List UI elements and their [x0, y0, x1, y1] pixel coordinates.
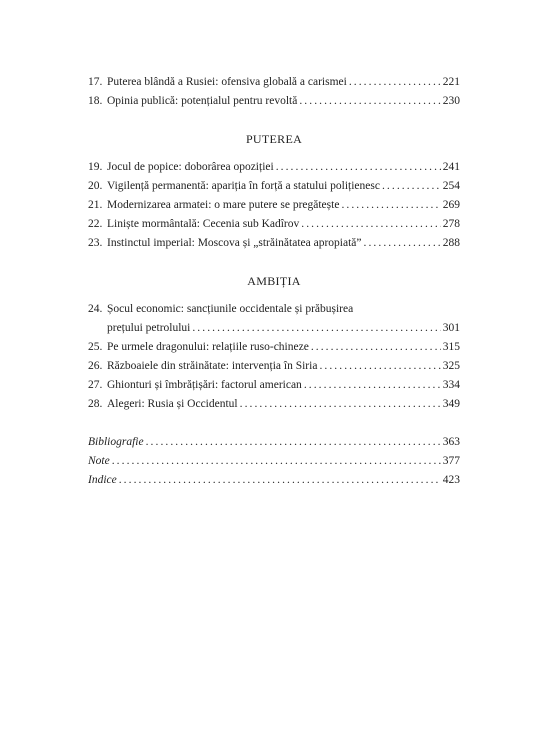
dot-leader	[349, 73, 441, 92]
chapter-number: 28.	[88, 398, 103, 410]
page-number: 269	[442, 199, 460, 211]
chapter-title: Liniște mormântală: Cecenia sub Kadîrov	[107, 218, 300, 230]
page-number: 221	[442, 76, 460, 88]
chapter-number: 27.	[88, 379, 103, 391]
chapter-title: Pe urmele dragonului: relațiile ruso-chineze	[107, 341, 309, 353]
chapter-number: 18.	[88, 95, 103, 107]
toc-entry-17[interactable]	[88, 73, 460, 92]
chapter-number: 25.	[88, 341, 103, 353]
dot-leader	[364, 234, 441, 253]
chapter-title-line-2: prețului petrolului	[107, 322, 191, 334]
section-heading: PUTEREA	[245, 132, 303, 146]
toc-entry-25[interactable]	[88, 338, 460, 357]
toc-entry-22[interactable]	[88, 215, 460, 234]
toc-entry-27[interactable]	[88, 376, 460, 395]
dot-leader	[311, 338, 441, 357]
dot-leader	[146, 433, 441, 452]
toc-entry-bibliografie[interactable]	[88, 433, 460, 452]
page-number: 230	[442, 95, 460, 107]
chapter-title: Jocul de popice: doborârea opoziției	[107, 161, 274, 173]
chapter-title: Alegeri: Rusia și Occidentul	[107, 398, 238, 410]
toc-back-matter	[88, 433, 460, 490]
dot-leader	[119, 471, 441, 490]
chapter-number: 17.	[88, 76, 103, 88]
toc-section-continued	[88, 73, 460, 111]
page-number: 325	[442, 360, 460, 372]
dot-leader	[301, 215, 441, 234]
dot-leader	[341, 196, 440, 215]
dot-leader	[304, 376, 441, 395]
chapter-title: Puterea blândă a Rusiei: ofensiva globală a carismei	[107, 76, 347, 88]
chapter-number: 22.	[88, 218, 103, 230]
page-number: 288	[442, 237, 460, 249]
chapter-number: 21.	[88, 199, 103, 211]
page-number: 377	[442, 455, 460, 467]
chapter-title: Instinctul imperial: Moscova și „străinătatea apropiată”	[107, 237, 362, 249]
dot-leader	[276, 158, 441, 177]
chapter-number: 26.	[88, 360, 103, 372]
page-number: 301	[442, 322, 460, 334]
section-heading: AMBIȚIA	[247, 274, 301, 288]
toc-entry-18[interactable]	[88, 92, 460, 111]
dot-leader	[192, 319, 440, 338]
chapter-number: 23.	[88, 237, 103, 249]
page-number: 423	[442, 474, 460, 486]
dot-leader	[112, 452, 441, 471]
toc-entry-28[interactable]	[88, 395, 460, 414]
back-matter-title: Note	[88, 455, 110, 467]
toc-section-puterea	[88, 130, 460, 253]
toc-entry-indice[interactable]	[88, 471, 460, 490]
page-number: 363	[442, 436, 460, 448]
back-matter-title: Indice	[88, 474, 117, 486]
toc-entry-note[interactable]	[88, 452, 460, 471]
toc-entry-24[interactable]	[88, 300, 460, 338]
toc-entry-21[interactable]	[88, 196, 460, 215]
page-number: 349	[442, 398, 460, 410]
toc-entry-26[interactable]	[88, 357, 460, 376]
chapter-number: 20.	[88, 180, 103, 192]
chapter-title: Ghionturi și îmbrățișări: factorul american	[107, 379, 302, 391]
table-of-contents	[88, 73, 460, 490]
page-number: 254	[442, 180, 460, 192]
dot-leader	[240, 395, 441, 414]
toc-entry-19[interactable]	[88, 158, 460, 177]
toc-entry-23[interactable]	[88, 234, 460, 253]
toc-section-ambitia	[88, 272, 460, 414]
dot-leader	[319, 357, 440, 376]
dot-leader	[299, 92, 440, 111]
page-number: 315	[442, 341, 460, 353]
page-number: 278	[442, 218, 460, 230]
page-number: 241	[442, 161, 460, 173]
page-number: 334	[442, 379, 460, 391]
chapter-number: 24.	[88, 303, 103, 315]
chapter-title: Vigilență permanentă: apariția în forță a statului polițienesc	[107, 180, 380, 192]
chapter-number: 19.	[88, 161, 103, 173]
chapter-title-line-1: Șocul economic: sancțiunile occidentale și prăbușirea	[107, 303, 354, 315]
chapter-title: Războaiele din străinătate: intervenția în Siria	[107, 360, 318, 372]
dot-leader	[382, 177, 441, 196]
toc-entry-20[interactable]	[88, 177, 460, 196]
chapter-title: Opinia publică: potențialul pentru revoltă	[107, 95, 298, 107]
chapter-title: Modernizarea armatei: o mare putere se pregătește	[107, 199, 340, 211]
back-matter-title: Bibliografie	[88, 436, 144, 448]
